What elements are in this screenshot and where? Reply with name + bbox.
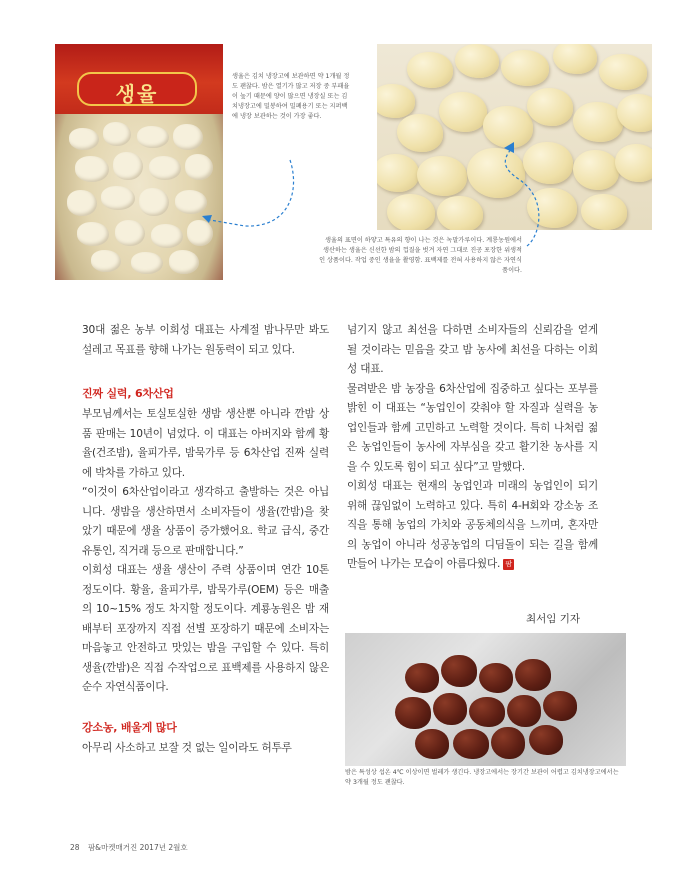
package-label-text: 생율 <box>115 82 159 106</box>
chestnut <box>67 190 97 216</box>
paragraph: 넘기지 않고 최선을 다하면 소비자들의 신뢰감을 얻게 될 것이라는 믿음을 갖고 밤 농사에 최선을 다하는 이희성 대표. <box>347 324 598 375</box>
paragraph: 30대 젊은 농부 이희성 대표는 사계절 밤나무만 봐도 설레고 목표를 향해 나가는 원동력이 되고 있다. <box>82 324 329 356</box>
packaged-chestnut-photo <box>55 44 223 280</box>
chestnut <box>77 222 109 246</box>
raw-chestnut <box>507 695 541 727</box>
raw-chestnut <box>491 727 525 759</box>
chestnut <box>149 156 181 180</box>
chestnut <box>137 126 169 148</box>
chestnut <box>553 44 597 74</box>
chestnut <box>581 194 627 230</box>
raw-chestnut <box>543 691 577 721</box>
page-number: 28 <box>70 843 80 852</box>
chestnut <box>377 154 419 192</box>
chestnut <box>527 88 573 126</box>
chestnut <box>115 220 145 246</box>
chestnut <box>185 154 213 180</box>
section-heading: 진짜 실력, 6차산업 <box>82 387 174 400</box>
page-footer <box>70 842 188 853</box>
paragraph: 이희성 대표는 생율 생산이 주력 상품이며 연간 10톤 정도이다. 황율, 율피가루, 밤묵가루(OEM) 등은 매출의 10~15% 정도 차지할 정도이다. 계룡농원은 밤 재배부터 포장까지 직접 선별 포장하기 때문에 소비자는 마음놓고 안전하고 맛있는 밤을 구입할 수 있다. 특히 생율(깐밤)은 직접 수작업으로 표백제를 사용하지 않은 순수 자연식품이다. <box>82 564 329 693</box>
chestnut <box>483 106 533 148</box>
paragraph <box>347 477 598 575</box>
chestnut <box>75 156 109 182</box>
chestnut <box>523 142 573 184</box>
bottom-photo-caption: 밤은 특성상 섭온 4℃ 이상이면 벌레가 생긴다. 냉장고에서는 장기간 보관이 어렵고 김치냉장고에서는 약 3개월 정도 괜찮다. <box>345 769 619 786</box>
chestnut <box>467 148 525 198</box>
right-text-column <box>347 321 598 575</box>
paragraph: 부모님께서는 토실토실한 생밤 생산뿐 아니라 깐밤 상품 판매는 10년이 넘었다. 이 대표는 아버지와 함께 황율(건조밤), 율피가루, 밤묵가루 등 6차산업 진짜 실력에 박차를 가하고 있다. <box>82 408 329 479</box>
paragraph: 물려받은 밤 농장을 6차산업에 집중하고 싶다는 포부를 밝힌 이 대표는 “농업인이 갖춰야 할 자질과 실력을 농업인들과 함께 고민하고 노력할 것이다. 특히 나처럼 젊은 농업인들이 농사에 자부심을 갖고 활기찬 농사를 지을 수 있도록 힘이 되고 싶다”고 말했다. <box>347 382 598 473</box>
raw-chestnut <box>441 655 477 687</box>
raw-chestnut <box>453 729 489 759</box>
chestnut <box>175 190 207 214</box>
bag-photo-caption: 생율은 김치 냉장고에 보관하면 약 1개월 정도 괜찮다. 밤은 열기가 많고 저장 중 부패율이 높기 때문에 양이 많으면 냉장실 또는 김치냉장고에 밀봉하여 밀폐용기 또는 지퍼백에 냉장 보관하는 것이 가장 좋다. <box>232 73 350 120</box>
paragraph-text: 이희성 대표는 현재의 농업인과 미래의 농업인이 되기 위해 끊임없이 노력하고 있다. 특히 4-H회와 강소농 조직을 통해 농업의 가치와 공동체의식을 느끼며, 혼자만의 농업이 아니라 성공농업의 디딤돌이 되는 길을 함께 만들어 나가는 모습이 아름다웠다. <box>347 480 598 570</box>
raw-chestnut <box>529 725 563 755</box>
chestnut <box>573 150 619 190</box>
chestnut <box>455 44 499 78</box>
chestnut <box>439 92 487 132</box>
paragraph: 아무리 사소하고 보잘 것 없는 일이라도 허투루 <box>82 741 292 754</box>
byline: 최서임 기자 <box>526 613 581 625</box>
raw-chestnut <box>415 729 449 759</box>
left-text-column <box>82 321 329 758</box>
chestnut <box>103 122 131 146</box>
chestnut <box>527 188 577 228</box>
chestnut <box>397 114 443 152</box>
chestnut <box>501 50 549 86</box>
raw-chestnut <box>395 697 431 729</box>
chestnut <box>437 196 483 230</box>
package-label <box>77 72 197 106</box>
chestnut <box>407 52 453 88</box>
paragraph: “이것이 6차산업이라고 생각하고 출발하는 것은 아닙니다. 생밤을 생산하면서 소비자들이 생율(깐밤)을 찾았기 때문에 생율 상품이 증가했어요. 학교 급식, 중간 유통인, 직거래 등으로 판매합니다.” <box>82 486 329 557</box>
chestnut <box>187 220 213 246</box>
end-mark-icon: 팜 <box>503 559 514 570</box>
raw-chestnut <box>433 693 467 725</box>
chestnut <box>573 102 623 142</box>
chestnut <box>151 224 183 248</box>
chestnut <box>387 194 435 230</box>
section-heading: 강소농, 배울게 많다 <box>82 720 177 734</box>
chestnut <box>377 84 415 118</box>
chestnut <box>599 54 647 90</box>
chestnut <box>69 128 99 150</box>
raw-chestnut <box>479 663 513 693</box>
chestnut <box>169 250 199 274</box>
raw-chestnut <box>469 697 505 727</box>
peeled-photo-caption: 생율의 표면이 하얗고 특유의 향이 나는 것은 녹말가루이다. 계룡농원에서 생산하는 생율은 신선한 밤의 껍질을 벗겨 자연 그대로 진공 포장한 위생적인 상품이다. 작업 중인 생율을 촬영함. 표백제를 전혀 사용하지 않은 자연식품이다. <box>319 237 522 274</box>
chestnut <box>139 188 169 216</box>
chestnut <box>615 144 652 182</box>
chestnut <box>173 124 203 150</box>
chestnut <box>131 252 163 274</box>
peeled-chestnut-photo <box>377 44 652 230</box>
chestnut <box>417 156 467 196</box>
bagged-raw-chestnut-photo <box>345 633 626 766</box>
raw-chestnut <box>405 663 439 693</box>
chestnut <box>113 152 143 180</box>
chestnut <box>91 250 121 272</box>
publication-name: 팜&마켓매거진 2017년 2월호 <box>87 843 188 852</box>
raw-chestnut <box>515 659 551 691</box>
chestnut <box>101 186 135 210</box>
